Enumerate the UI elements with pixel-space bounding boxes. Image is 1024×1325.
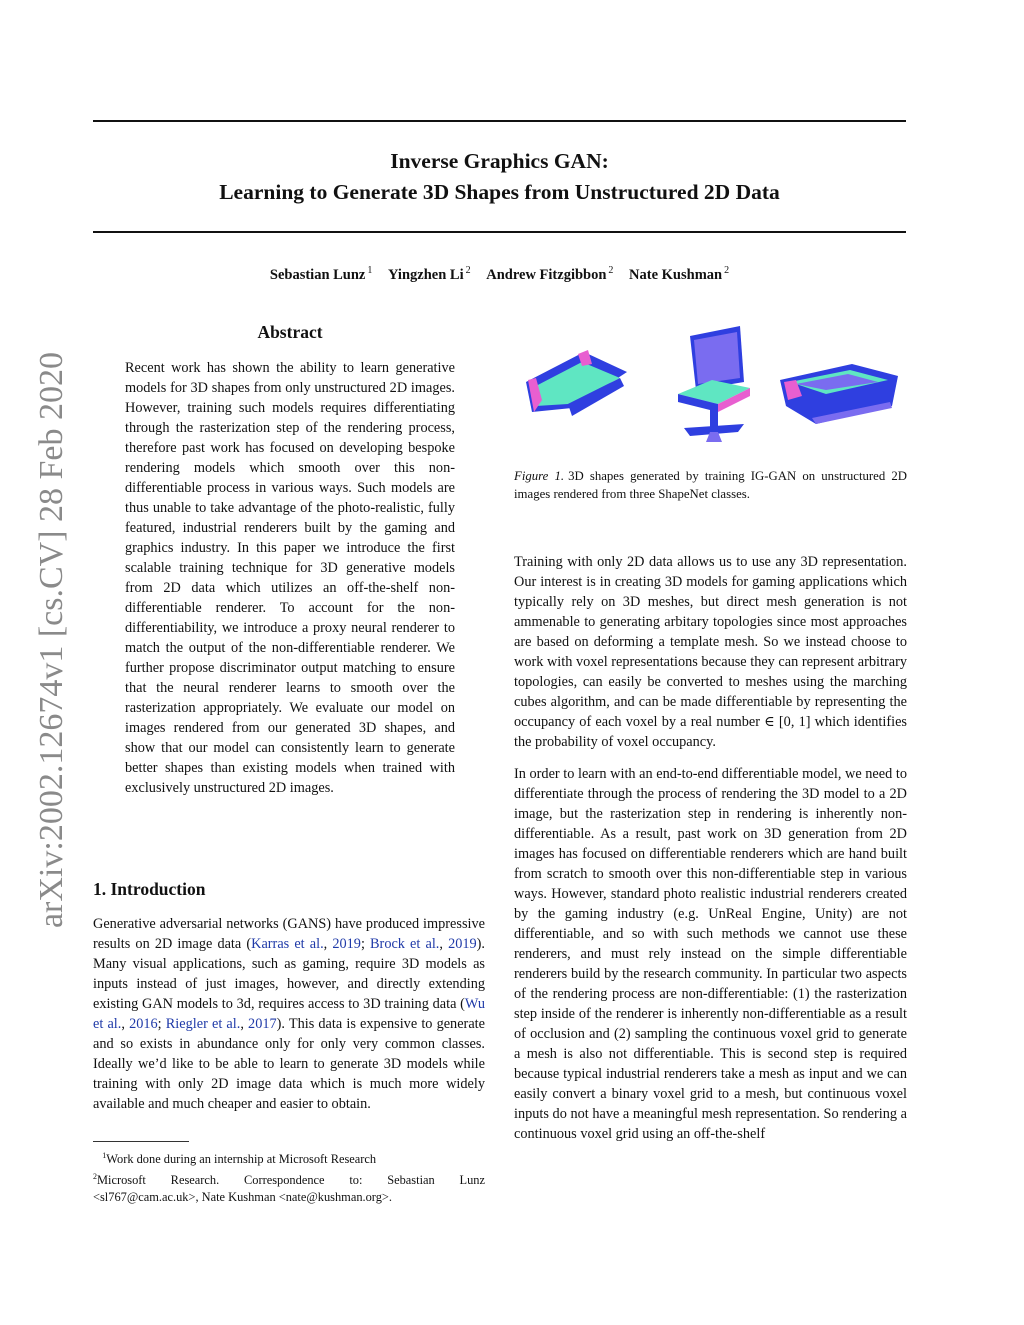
citation-link[interactable]: Wu et al. [93,996,485,1032]
figure-1-graphic [512,320,907,450]
right-paragraph-2: In order to learn with an end-to-end differentiable model, we need to differentiate through the process of rendering the 3D model to a 2D image, but the rasterization step in rendering is inherently non-differentiable. As a result, past work on 3D generation from 2D images has focused on differentiable renderers which are hand built from scratch to smooth over this non-differentiable step in various ways. However, standard photo realistic industrial renderers created by the gaming industry (e.g. UnReal Engine, Unity) are not differentiable, and so with such methods we cannot use these renderers, and must rely instead on the simple differentiable renderers build by the research community. In particular two aspects of the rendering process are non-differentiable: (1) the rasterization step inside of the renderer is inherently non-differentiable as a result of occlusion and (2) sampling the continuous voxel grid to generate a mesh is also not differentiable. This is second step is required because typical industrial renderers take a mesh as input and we can easily convert a binary voxel grid to a mesh, but continuous voxel inputs do not have a meaningful mesh representation. So rendering a continuous voxel grid using an off-the-shelf [514,766,907,1142]
figure-1-caption: Figure 1. 3D shapes generated by training IG-GAN on unstructured 2D images rendered from three ShapeNet classes. [514,469,907,501]
abstract-heading: Abstract [257,322,323,342]
citation-year-link[interactable]: 2017 [248,1016,277,1032]
figure-1 [512,320,907,450]
bathtub-shape [780,364,898,424]
citation-year-link[interactable]: 2016 [129,1016,158,1032]
citation-link[interactable]: Brock et al. [370,936,440,952]
citation-link[interactable]: Riegler et al. [165,1016,241,1032]
title-rule-top [93,120,906,122]
paper-title-line-2: Learning to Generate 3D Shapes from Unstructured 2D Data [219,180,780,204]
citation-year-link[interactable]: 2019 [448,936,477,952]
paper-title-line-1: Inverse Graphics GAN: [390,149,609,173]
introduction-paragraph: Generative adversarial networks (GANS) have produced impressive results on 2D image data (Karras et al., 2019; Brock et al., 2019). Many visual applications, such as gaming, require 3D models as inputs instead of just images, however, and directly extending existing GAN models to 3d, requires access to 3D training data (Wu et al., 2016; Riegler et al., 2017). This data is expensive to generate and so exists in abundance only for only very common classes. Ideally we’d like to be able to learn to generate 3D models while training with only 2D image data which is much more widely available and much cheaper and easier to obtain. [93,916,485,1112]
figure-label: Figure 1. [514,469,565,483]
introduction-heading: 1. Introduction [93,879,206,899]
author-list [93,265,906,284]
sofa-shape [526,350,627,416]
citation-link[interactable]: Karras et al. [251,936,324,952]
author: Sebastian Lunz $^1$ [269,265,373,283]
footnote-divider [93,1141,189,1142]
footnote-1: $^1$Work done during an internship at Microsoft Research [102,1151,377,1167]
footnotes [93,1147,485,1206]
right-column-text [514,552,907,1156]
abstract-text: Recent work has shown the ability to learn generative models for 3D shapes from only unstructured 2D images. However, training such models requires differentiating through the rasterization step of the rendering process, therefore past work has focused on developing bespoke rendering models which smooth over this non-differentiable process in various ways. Such models are thus unable to take advantage of the photo-realistic, fully featured, industrial renderers built by the gaming and graphics industry. In this paper we introduce the first scalable training technique for 3D generative models from 2D data which utilizes an off-the-shelf non-differentiable renderer. To account for the non-differentiability, we introduce a proxy neural renderer to match the output of the non-differentiable renderer. We further propose discriminator output matching to ensure that the neural renderer learns to smooth over the rasterization appropriately. We evaluate our model on images rendered from our generated 3D shapes, and show that our model can consistently learn to generate better shapes than existing models when trained with exclusively unstructured 2D images. [125,360,455,796]
footnote-2: $^2$Microsoft Research. Correspondence to: Sebastian Lunz <sl767@cam.ac.uk>, Nate Kushman <nate@kushman.org>. [93,1172,485,1205]
author: Yingzhen Li $^2$ [388,265,471,283]
right-paragraph-1: Training with only 2D data allows us to use any 3D representation. Our interest is in creating 3D models for gaming applications which typically rely on 3D meshes, but direct mesh generation is not ammenable to generating arbitary topologies since most approaches are based on deforming a template mesh. So we instead choose to work with voxel representations because they can represent arbitrary topologies, can easily be converted to meshes using the marching cubes algorithm, and can be made differentiable by representing the occupancy of each voxel by a real number ∈ [0, 1] which identifies the probability of voxel occupancy. [514,554,908,750]
author: Nate Kushman $^2$ [629,265,730,283]
citation-year-link[interactable]: 2019 [332,936,361,952]
arxiv-identifier-stamp: arXiv:2002.12674v1 [cs.CV] 28 Feb 2020 [33,351,70,929]
title-rule-bottom [93,231,906,233]
author: Andrew Fitzgibbon $^2$ [486,265,614,283]
chair-shape [678,326,750,442]
